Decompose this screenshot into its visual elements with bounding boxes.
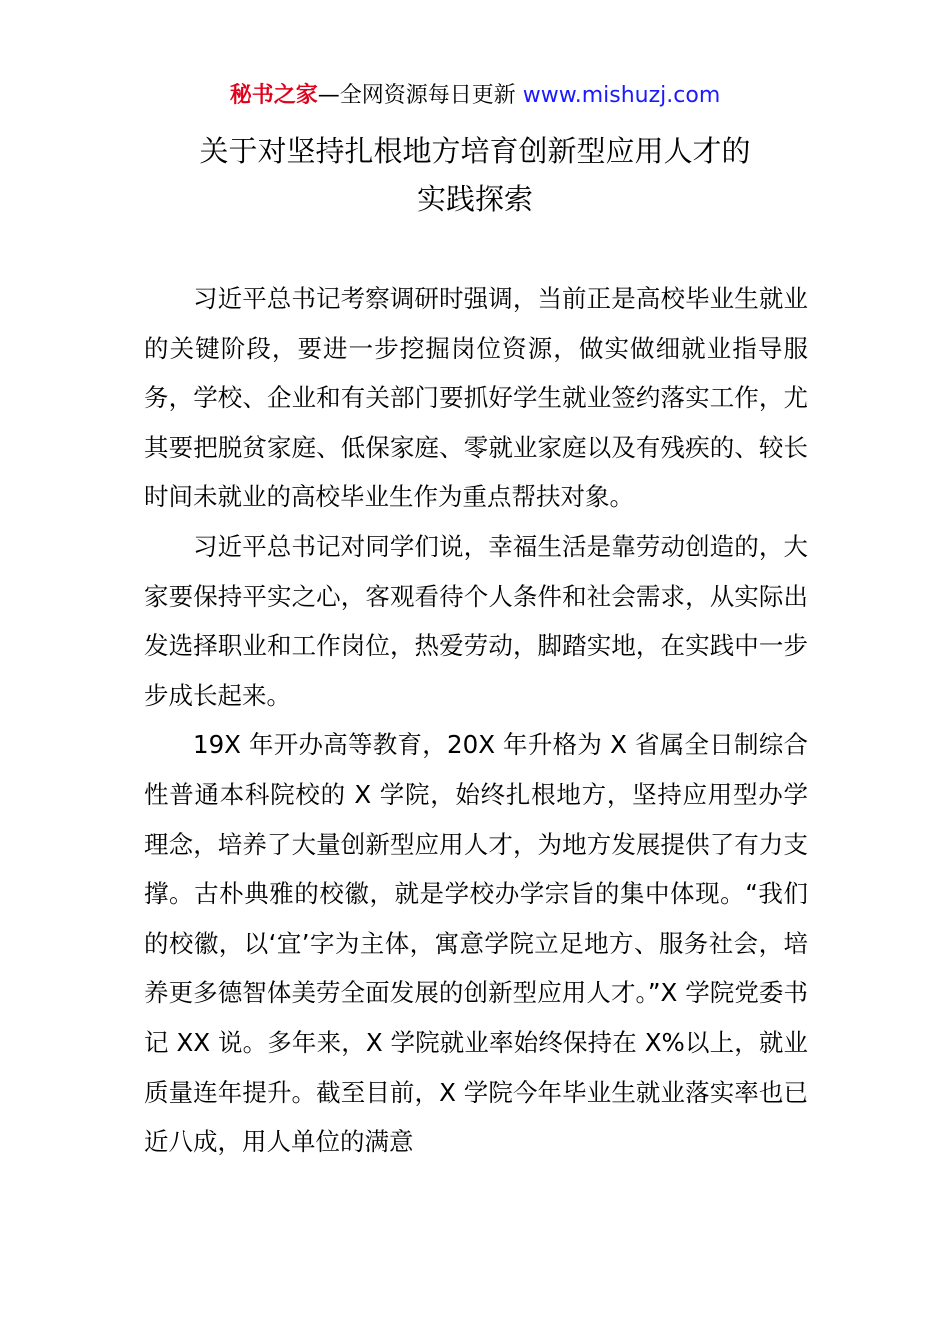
site-url[interactable]: www.mishuzj.com [522, 83, 721, 108]
title-line-1: 关于对坚持扎根地方培育创新型应用人才的 [199, 134, 751, 168]
document-body [144, 274, 808, 1167]
paragraph-3: 19X 年开办高等教育，20X 年升格为 X 省属全日制综合性普通本科院校的 X 学院，始终扎根地方，坚持应用型办学理念，培养了大量创新型应用人才，为地方发展提供了有力支撑。古朴典雅的校徽，就是学校办学宗旨的集中体现。“我们的校徽，以‘宜’字为主体，寓意学院立足地方、服务社会，培养更多德智体美劳全面发展的创新型应用人才。”X 学院党委书记 XX 说。多年来，X 学院就业率始终保持在 X%以上，就业质量连年提升。截至目前，X 学院今年毕业生就业落实率也已近八成，用人单位的满意 [144, 730, 808, 1157]
site-header [0, 80, 950, 112]
title-line-2: 实践探索 [416, 182, 533, 216]
site-tagline: —全网资源每日更新 [317, 83, 523, 108]
document-title [0, 127, 950, 223]
paragraph-1: 习近平总书记考察调研时强调，当前正是高校毕业生就业的关键阶段，要进一步挖掘岗位资源，做实做细就业指导服务，学校、企业和有关部门要抓好学生就业签约落实工作，尤其要把脱贫家庭、低保家庭、零就业家庭以及有残疾的、较长时间未就业的高校毕业生作为重点帮扶对象。 [144, 284, 808, 512]
paragraph-2: 习近平总书记对同学们说，幸福生活是靠劳动创造的，大家要保持平实之心，客观看待个人条件和社会需求，从实际出发选择职业和工作岗位，热爱劳动，脚踏实地，在实践中一步步成长起来。 [144, 531, 808, 710]
site-brand: 秘书之家 [229, 83, 318, 108]
